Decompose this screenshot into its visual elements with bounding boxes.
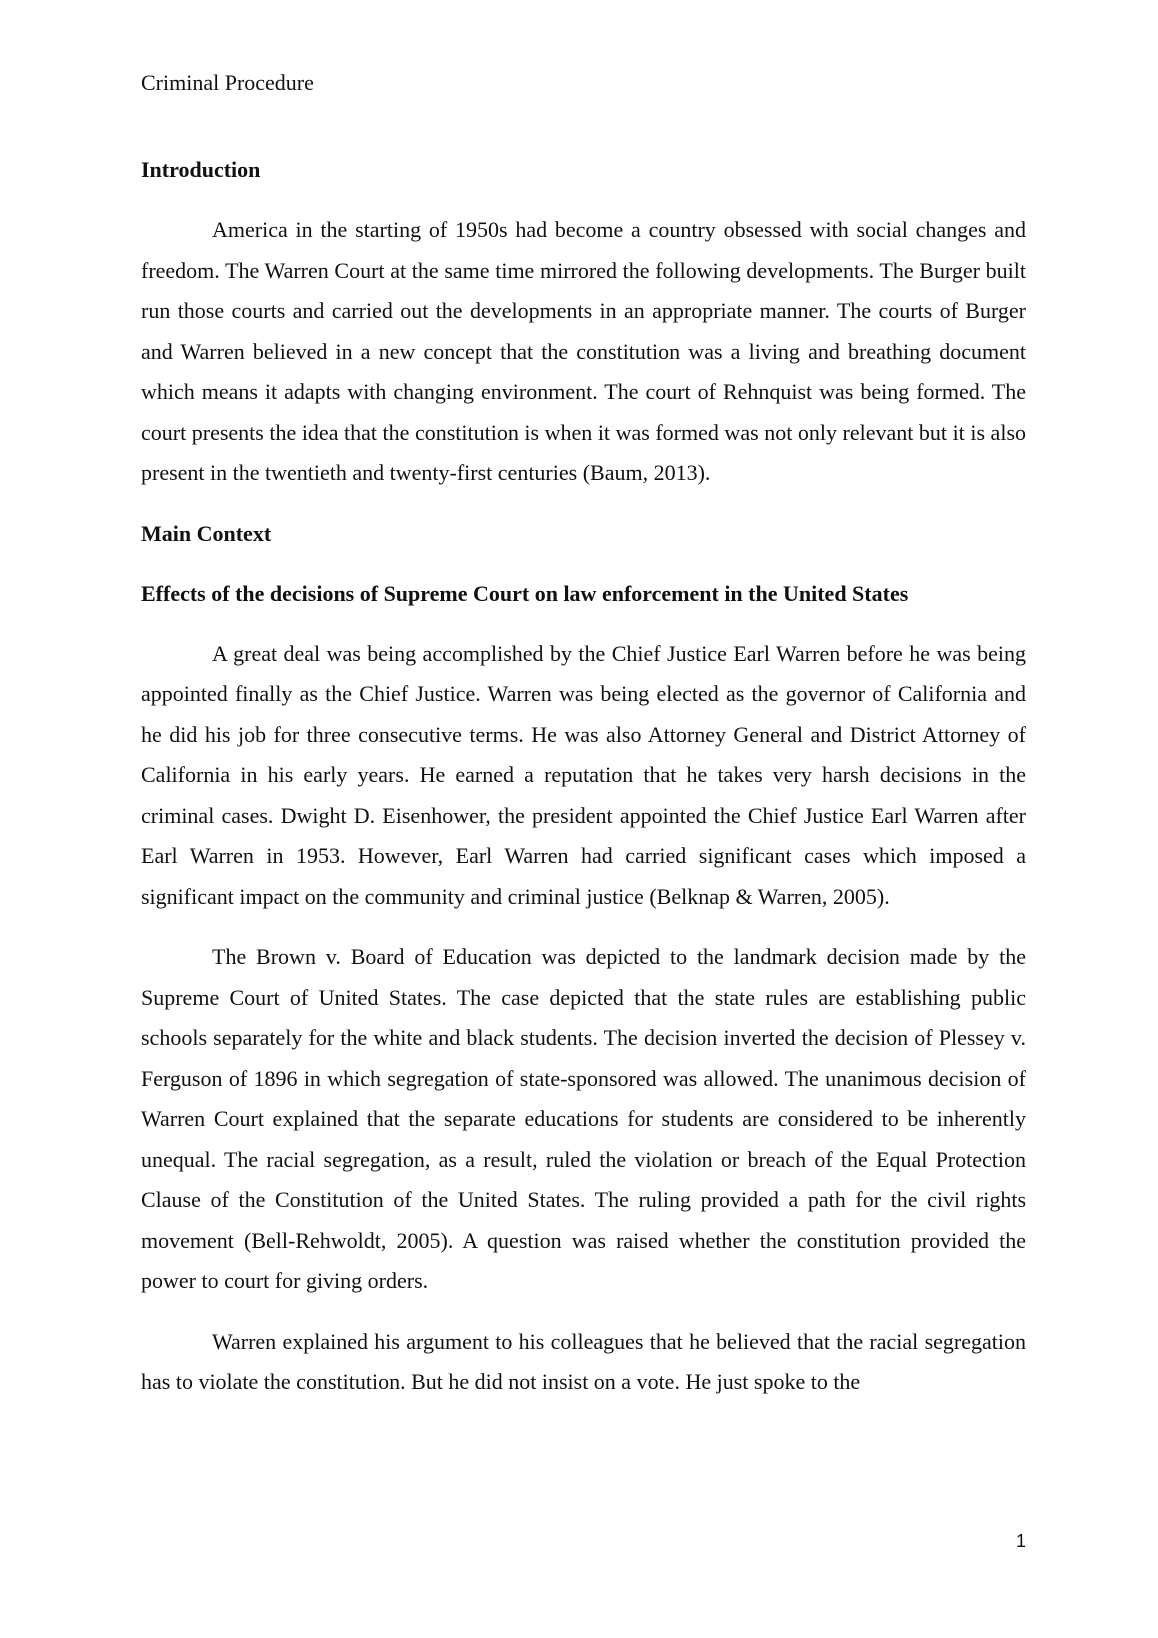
main-context-heading: Main Context [141,520,272,546]
effects-paragraph-warren-argument: Warren explained his argument to his colleagues that he believed that the racial segregation has to violate the constitution. But he did not insist on a vote. He just spoke to the [141,1328,1026,1394]
introduction-paragraph: America in the starting of 1950s had become a country obsessed with social changes and freedom. The Warren Court at the same time mirrored the following developments. The Burger built run those courts and carried out the developments in an appropriate manner. The courts of Burger and Warren believed in a new concept that the constitution was a living and breathing document which means it adapts with changing environment. The court of Rehnquist was being formed. The court presents the idea that the constitution is when it was formed was not only relevant but it is also present in the twentieth and twenty-first centuries (Baum, 2013). [141,217,1026,485]
page-number: 1 [1015,1531,1026,1551]
document-body [141,150,1026,1423]
introduction-heading: Introduction [141,157,261,182]
running-head: Criminal Procedure [141,70,314,95]
effects-heading: Effects of the decisions of Supreme Court on law enforcement in the United States [141,580,909,606]
effects-paragraph-brown-v-board: The Brown v. Board of Education was depicted to the landmark decision made by the Supreme Court of United States. The case depicted that the state rules are establishing public schools separately for the white and black students. The decision inverted the decision of Plessey v. Ferguson of 1896 in which segregation of state-sponsored was allowed. The unanimous decision of Warren Court explained that the separate educations for students are considered to be inherently unequal. The racial segregation, as a result, ruled the violation or breach of the Equal Protection Clause of the Constitution of the United States. The ruling provided a path for the civil rights movement (Bell-Rehwoldt, 2005). A question was raised whether the constitution provided the power to court for giving orders. [141,944,1026,1293]
effects-paragraph-warren-career: A great deal was being accomplished by the Chief Justice Earl Warren before he was being appointed finally as the Chief Justice. Warren was being elected as the governor of California and he did his job for three consecutive terms. He was also Attorney General and District Attorney of California in his early years. He earned a reputation that he takes very harsh decisions in the criminal cases. Dwight D. Eisenhower, the president appointed the Chief Justice Earl Warren after Earl Warren in 1953. However, Earl Warren had carried significant cases which imposed a significant impact on the community and criminal justice (Belknap & Warren, 2005). [141,640,1026,909]
